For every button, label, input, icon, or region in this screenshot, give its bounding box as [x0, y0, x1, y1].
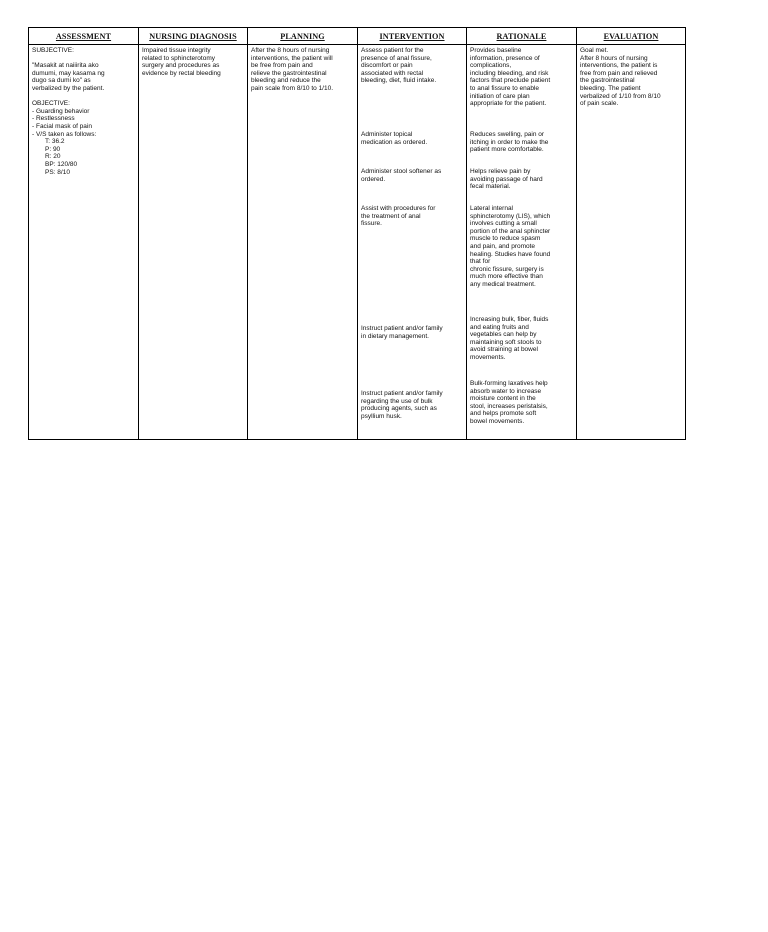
- nursing-diagnosis-text: Impaired tissue integrity related to sphincterotomy surgery and procedures as evidence by rectal bleeding: [142, 47, 221, 77]
- evaluation-cell: [577, 45, 686, 440]
- header-planning: PLANNING: [248, 28, 358, 45]
- intervention-item: Instruct patient and/or family regarding the use of bulk producing agents, such as psyllium husk.: [361, 390, 443, 420]
- rationale-item: Increasing bulk, fiber, fluids and eating fruits and vegetables can help by maintaining soft stools to avoid straining at bowel movements.: [470, 316, 549, 361]
- evaluation-text: After 8 hours of nursing interventions, the patient is free from pain and relieved the gastrointestinal bleeding. The patient verbalized of 1/10 from 8/10 of pain scale.: [580, 54, 661, 108]
- assessment-cell: [29, 45, 139, 440]
- objective-item: - Restlessness: [32, 115, 75, 123]
- intervention-item: Administer stool softener as ordered.: [361, 168, 442, 183]
- rationale-item: Lateral internal sphincterotomy (LIS), which involves cutting a small portion of the anal sphincter muscle to reduce spasm and pain, and promote healing. Studies have found that for chronic fissure, surgery is much more effective than any medical treatment.: [470, 205, 551, 288]
- objective-item: - Guarding behavior: [32, 107, 90, 115]
- nursing-care-plan-table: [28, 27, 686, 440]
- intervention-item: Assess patient for the presence of anal fissure, discomfort or pain associated with rectal bleeding, diet, fluid intake.: [361, 47, 437, 85]
- planning-cell: [248, 45, 358, 440]
- vital-sign-temperature: T: 36.2: [45, 138, 65, 146]
- objective-item: - V/S taken as follows:: [32, 130, 97, 138]
- header-nursing-diagnosis: NURSING DIAGNOSIS: [139, 28, 248, 45]
- header-row: [29, 28, 686, 45]
- vital-sign-pain-scale: PS: 8/10: [45, 168, 70, 176]
- header-intervention: INTERVENTION: [358, 28, 467, 45]
- objective-item: - Facial mask of pain: [32, 122, 92, 130]
- rationale-item: Reduces swelling, pain or itching in order to make the patient more comfortable.: [470, 131, 549, 154]
- objective-label: OBJECTIVE:: [32, 100, 70, 108]
- vital-sign-respiration: R: 20: [45, 153, 61, 161]
- intervention-item: Assist with procedures for the treatment of anal fissure.: [361, 205, 436, 228]
- intervention-cell: [358, 45, 467, 440]
- rationale-item: Provides baseline information, presence of complications, including bleeding, and risk factors that preclude patient to anal fissure to enable initiation of care plan appropriate for the patient.: [470, 47, 551, 108]
- subjective-label: SUBJECTIVE:: [32, 47, 74, 54]
- rationale-item: Bulk-forming laxatives help absorb water to increase moisture content in the stool, increases peristalsis, and helps promote soft bowel movements.: [470, 380, 548, 425]
- planning-text: After the 8 hours of nursing interventions, the patient will be free from pain and relieve the gastrointestinal bleeding and reduce the pain scale from 8/10 to 1/10.: [251, 47, 334, 92]
- content-row: [29, 45, 686, 440]
- header-rationale: RATIONALE: [467, 28, 577, 45]
- subjective-quote: "Masakit at naiiirita ako dumumi, may kasama ng dugo sa dumi ko" as verbalized by the patient.: [32, 62, 105, 92]
- vital-sign-pulse: P: 90: [45, 145, 61, 153]
- header-assessment: ASSESSMENT: [29, 28, 139, 45]
- header-evaluation: EVALUATION: [577, 28, 686, 45]
- rationale-cell: [467, 45, 577, 440]
- rationale-item: Helps relieve pain by avoiding passage of hard fecal material.: [470, 168, 543, 191]
- vital-sign-blood-pressure: BP: 120/80: [45, 160, 78, 168]
- nursing-diagnosis-cell: [139, 45, 248, 440]
- intervention-item: Administer topical medication as ordered.: [361, 131, 428, 146]
- intervention-item: Instruct patient and/or family in dietary management.: [361, 325, 443, 340]
- evaluation-goal: Goal met.: [580, 47, 609, 54]
